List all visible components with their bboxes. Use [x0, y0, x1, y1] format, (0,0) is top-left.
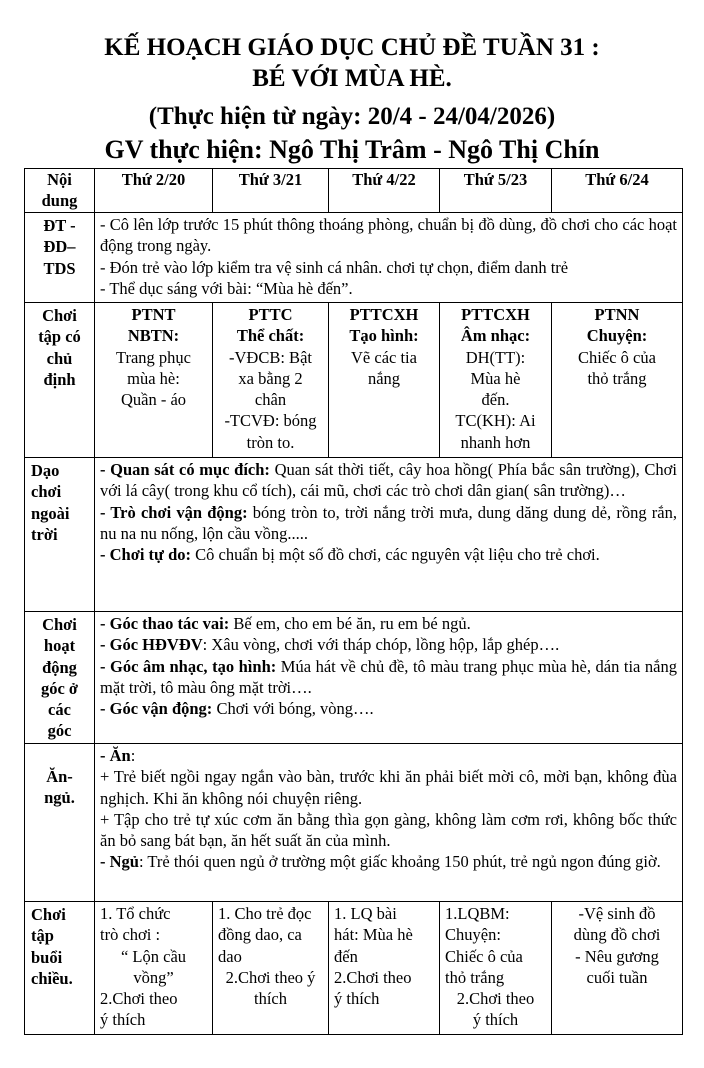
- outdoor-item: - Chơi tự do: Cô chuẩn bị một số đồ chơi, các nguyên vật liệu cho trẻ chơi.: [100, 545, 600, 565]
- row-label: Dạo chơi ngoài trời: [25, 458, 95, 612]
- plan-theme: BÉ VỚI MÙA HÈ.: [252, 65, 452, 92]
- activity-cell-mon: PTNT NBTN: Trang phục mùa hè: Quần - áo: [95, 303, 213, 458]
- row-label: ĐT - ĐD– TDS: [25, 213, 95, 303]
- outdoor-item: - Trò chơi vận động: bóng tròn to, trời nắng trời mưa, dung dăng dung dẻ, rồng rắn, nu na nu nống, lộn cầu vồng.....: [100, 502, 677, 543]
- header-content: Nội dung: [25, 169, 95, 213]
- activity-cell-tue: PTTC Thể chất: -VĐCB: Bật xa bằng 2 chân -TCVĐ: bóng tròn to.: [213, 303, 329, 458]
- meal-heading: - Ăn:: [100, 746, 136, 765]
- row-choi-tap-co-chu-dinh: [25, 303, 683, 458]
- corner-item: - Góc HĐVĐV: Xâu vòng, chơi với tháp chóp, lồng hộp, lắp ghép….: [100, 635, 560, 655]
- row-an-ngu: [25, 744, 683, 902]
- header-day: Thứ 4/22: [329, 169, 440, 213]
- corner-item: - Góc thao tác vai: Bế em, cho em bé ăn, ru em bé ngủ.: [100, 614, 471, 633]
- table-header-row: [25, 169, 683, 213]
- date-range-text: (Thực hiện từ ngày: 20/4 - 24/04/2026): [148, 103, 556, 130]
- sleep-item: - Ngủ: Trẻ thói quen ngủ ở trường một giấc khoảng 150 phút, trẻ ngủ ngon đúng giờ.: [100, 852, 661, 872]
- row-choi-hoat-dong-goc: [25, 612, 683, 744]
- afternoon-cell-tue: 1. Cho trẻ đọc đồng dao, ca dao 2.Chơi theo ý thích: [213, 902, 329, 1035]
- row-label: Chơi tập có chủ định: [25, 303, 95, 458]
- header-day: Thứ 6/24: [552, 169, 683, 213]
- row-content: - Cô lên lớp trước 15 phút thông thoáng phòng, chuẩn bị đồ dùng, đồ chơi cho các hoạt động trong ngày. - Đón trẻ vào lớp kiểm tra vệ sinh cá nhân. chơi tự chọn, điểm danh trẻ - Thể dục sáng với bài: “Mùa hè đến”.: [95, 213, 683, 303]
- row-content: - Ăn: + Trẻ biết ngồi ngay ngắn vào bàn, trước khi ăn phải biết mời cô, mời bạn, không đùa nghịch. Khi ăn không nói chuyện riêng. + Tập cho trẻ tự xúc cơm ăn bằng thìa gọn gàng, không làm cơm rơi, không bốc thức ăn bỏ sang bát bạn, ăn hết suất ăn của mình. - Ngủ: Trẻ thói quen ngủ ở trường một giấc khoảng 150 phút, trẻ ngủ ngon đúng giờ.: [95, 744, 683, 902]
- afternoon-cell-mon: 1. Tổ chức trò chơi : “ Lộn cầu vồng” 2.Chơi theo ý thích: [95, 902, 213, 1035]
- corner-item: - Góc âm nhạc, tạo hình: Múa hát về chủ đề, tô màu trang phục mùa hè, dán tia nắng mặt trời, tô màu ông mặt trời….: [100, 656, 677, 697]
- plan-title: KẾ HOẠCH GIÁO DỤC CHỦ ĐỀ TUẦN 31 :: [104, 34, 600, 61]
- row-label: Chơi tập buổi chiều.: [25, 902, 95, 1035]
- activity-cell-wed: PTTCXH Tạo hình: Vẽ các tia nắng: [329, 303, 440, 458]
- header-day: Thứ 3/21: [213, 169, 329, 213]
- row-label: Chơi hoạt động góc ở các góc: [25, 612, 95, 744]
- header-day: Thứ 2/20: [95, 169, 213, 213]
- corner-item: - Góc vận động: Chơi với bóng, vòng….: [100, 699, 374, 719]
- row-content: [95, 458, 683, 612]
- plan-teachers: GV thực hiện: Ngô Thị Trâm - Ngô Thị Chín: [104, 135, 600, 164]
- outdoor-item: - Quan sát có mục đích: Quan sát thời tiết, cây hoa hồng( Phía bắc sân trường), Chơi với lá cây( trong khu cổ tích), cái mũ, chơi các trò chơi dân gian( sân trường)…: [100, 460, 677, 501]
- row-choi-tap-buoi-chieu: [25, 902, 683, 1035]
- afternoon-cell-thu: 1.LQBM: Chuyện: Chiếc ô của thỏ trắng 2.Chơi theo ý thích: [440, 902, 552, 1035]
- activity-cell-fri: PTNN Chuyện: Chiếc ô của thỏ trắng: [552, 303, 683, 458]
- activity-cell-thu: PTTCXH Âm nhạc: DH(TT): Mùa hè đến. TC(KH): Ai nhanh hơn: [440, 303, 552, 458]
- header-day: Thứ 5/23: [440, 169, 552, 213]
- plan-date-range: [0, 101, 704, 132]
- afternoon-cell-fri: -Vệ sinh đồ dùng đồ chơi - Nêu gương cuối tuần: [552, 902, 683, 1035]
- afternoon-cell-wed: 1. LQ bài hát: Mùa hè đến 2.Chơi theo ý thích: [329, 902, 440, 1035]
- plan-table: [24, 168, 683, 1035]
- row-don-tre: [25, 213, 683, 303]
- row-label: Ăn- ngủ.: [25, 744, 95, 902]
- row-content: [95, 612, 683, 744]
- row-dao-choi-ngoai-troi: [25, 458, 683, 612]
